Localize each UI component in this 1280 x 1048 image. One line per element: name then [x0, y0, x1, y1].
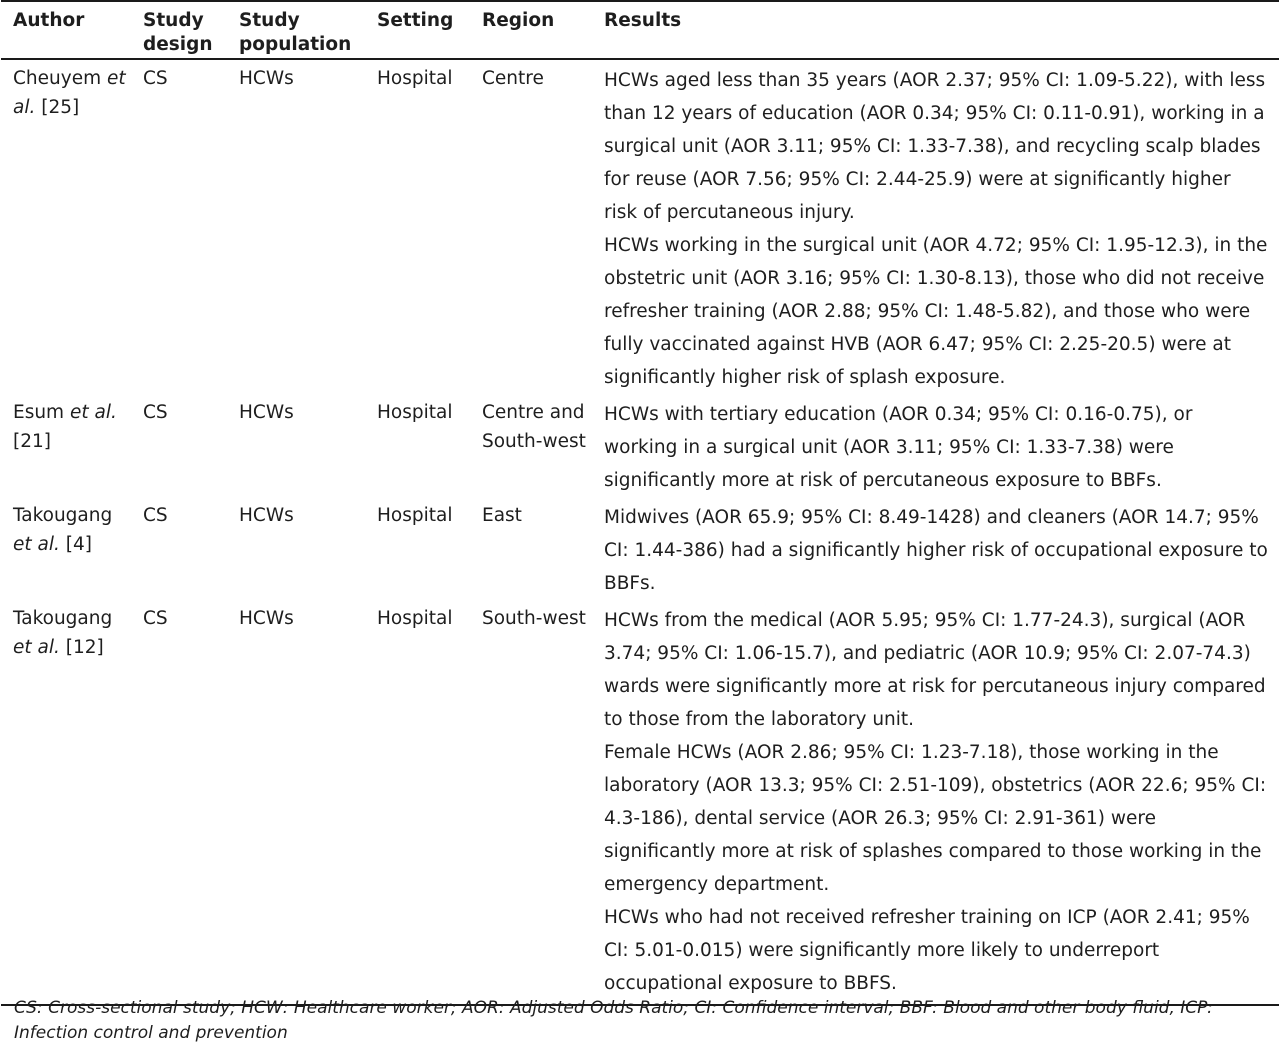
results-cell — [601, 59, 1279, 394]
region-cell: South-west — [482, 608, 586, 629]
header-study-population: Study population — [239, 10, 352, 55]
results-cell — [601, 394, 1279, 497]
table-body — [1, 59, 1279, 1005]
table-row — [1, 600, 1279, 1005]
header-study-design: Study design — [143, 10, 213, 55]
header-row — [1, 1, 1279, 59]
author-reference: [12] — [65, 637, 104, 658]
author-cell — [1, 497, 131, 600]
author-name: Takougang — [13, 608, 113, 629]
setting-cell: Hospital — [377, 68, 453, 89]
setting-cell: Hospital — [377, 402, 453, 423]
header-results: Results — [604, 10, 682, 31]
result-paragraph: HCWs from the medical (AOR 5.95; 95% CI: 1.77-24.3), surgical (AOR 3.74; 95% CI: 1.06-15.7), and pediatric (AOR 10.9; 95% CI: 2.07-74.3) wards were significantly more at risk for percutaneous injury compared to those from the laboratory unit. — [604, 610, 1266, 730]
table-row — [1, 59, 1279, 394]
setting-cell: Hospital — [377, 505, 453, 526]
design-cell: CS — [143, 505, 168, 526]
table-row — [1, 394, 1279, 497]
design-cell: CS — [143, 68, 168, 89]
author-name: Takougang — [13, 505, 113, 526]
population-cell: HCWs — [239, 505, 294, 526]
result-paragraph: Female HCWs (AOR 2.86; 95% CI: 1.23-7.18), those working in the laboratory (AOR 13.3; 95% CI: 2.51-109), obstetrics (AOR 22.6; 95% CI: 4.3-186), dental service (AOR 26.3; 95% CI: 2.91-361) were significantly more at risk of splashes compared to those working in the emergency department. — [604, 742, 1267, 895]
setting-cell: Hospital — [377, 608, 453, 629]
author-cell — [1, 394, 131, 497]
author-name: Cheuyem — [13, 68, 102, 89]
author-reference: [4] — [65, 534, 92, 555]
results-cell — [601, 600, 1279, 1005]
population-cell: HCWs — [239, 402, 294, 423]
result-paragraph: HCWs with tertiary education (AOR 0.34; 95% CI: 0.16-0.75), or working in a surgical unit (AOR 3.11; 95% CI: 1.33-7.38) were significantly more at risk of percutaneous exposure to BBFs. — [604, 404, 1193, 491]
header-region: Region — [482, 10, 555, 31]
author-etal: et al. — [13, 637, 60, 658]
author-etal: et al. — [13, 68, 126, 118]
region-cell: East — [482, 505, 522, 526]
table-header — [1, 1, 1279, 59]
table-row — [1, 497, 1279, 600]
header-setting: Setting — [377, 10, 454, 31]
author-etal: et al. — [13, 534, 60, 555]
author-name: Esum — [13, 402, 65, 423]
result-paragraph: HCWs aged less than 35 years (AOR 2.37; 95% CI: 1.09-5.22), with less than 12 years of education (AOR 0.34; 95% CI: 0.11-0.91), working in a surgical unit (AOR 3.11; 95% CI: 1.33-7.38), and recycling scalp blades for reuse (AOR 7.56; 95% CI: 2.44-25.9) were at significantly higher risk of percutaneous injury. — [604, 70, 1266, 223]
author-reference: [25] — [41, 97, 80, 118]
result-paragraph: Midwives (AOR 65.9; 95% CI: 8.49-1428) and cleaners (AOR 14.7; 95% CI: 1.44-386) had a significantly higher risk of occupational exposure to BBFs. — [604, 507, 1268, 594]
author-cell — [1, 59, 131, 394]
design-cell: CS — [143, 608, 168, 629]
table-footnote: CS: Cross-sectional study; HCW: Healthcare worker; AOR: Adjusted Odds Ratio; CI: Confidence interval; BBF: Blood and other body fluid, ICP: Infection control and prevention — [14, 998, 1213, 1043]
result-paragraph: HCWs who had not received refresher training on ICP (AOR 2.41; 95% CI: 5.01-0.015) were significantly more likely to underreport occupational exposure to BBFS. — [604, 907, 1250, 994]
results-cell — [601, 497, 1279, 600]
results-table — [1, 0, 1279, 1006]
design-cell: CS — [143, 402, 168, 423]
population-cell: HCWs — [239, 608, 294, 629]
region-cell: Centre — [482, 68, 544, 89]
result-paragraph: HCWs working in the surgical unit (AOR 4.72; 95% CI: 1.95-12.3), in the obstetric unit (AOR 3.16; 95% CI: 1.30-8.13), those who did not receive refresher training (AOR 2.88; 95% CI: 1.48-5.82), and those who were fully vaccinated against HVB (AOR 6.47; 95% CI: 2.25-20.5) were at significantly higher risk of splash exposure. — [604, 235, 1268, 388]
population-cell: HCWs — [239, 68, 294, 89]
author-etal: et al. — [69, 402, 117, 423]
author-reference: [21] — [13, 431, 51, 452]
author-cell — [1, 600, 131, 1005]
header-author: Author — [13, 10, 85, 31]
region-cell: Centre and South-west — [482, 402, 586, 452]
